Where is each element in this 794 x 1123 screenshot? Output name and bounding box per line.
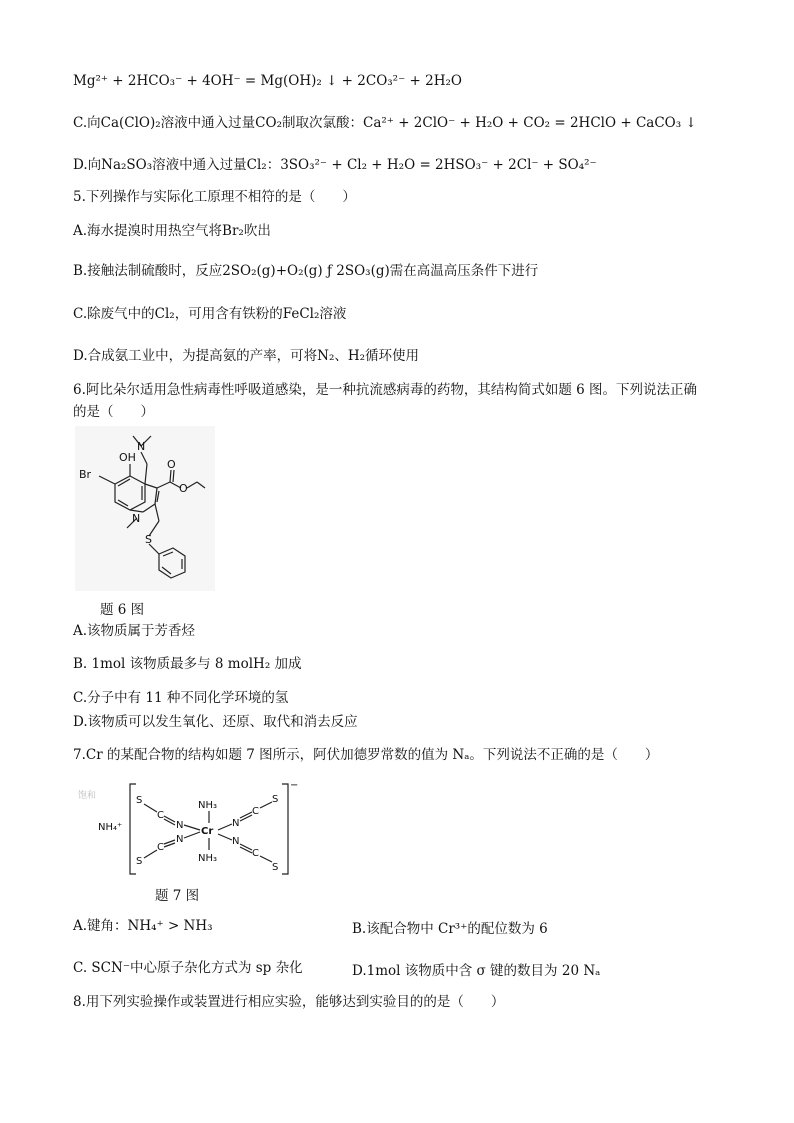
n-atom-label: N	[176, 820, 184, 831]
indole-n-label: N	[132, 512, 141, 525]
br-label: Br	[79, 468, 92, 481]
ammine-bottom-label: NH₃	[198, 853, 218, 864]
sulfur-label: S	[145, 533, 152, 546]
s-atom-label: S	[272, 794, 279, 805]
q7-stem: 7.Cr 的某配合物的结构如题 7 图所示，阿伏加德罗常数的值为 Nₐ。下列说法不正确的是（ ）	[73, 747, 659, 763]
oh-label: OH	[119, 451, 136, 464]
s-atom-label: S	[272, 862, 279, 873]
chromium-label: Cr	[201, 826, 214, 837]
q6-option-c: C.分子中有 11 种不同化学环境的氢	[73, 690, 289, 706]
q4-option-d: D.向Na₂SO₃溶液中通入过量Cl₂：3SO₃²⁻ + Cl₂ + H₂O = 2HSO₃⁻ + 2Cl⁻ + SO₄²⁻	[73, 157, 597, 173]
q7-option-c: C. SCN⁻中心原子杂化方式为 sp 杂化	[73, 960, 303, 976]
c-atom-label: C	[157, 810, 164, 821]
s-atom-label: S	[136, 795, 143, 806]
n-atom-label: N	[232, 836, 240, 847]
amine-n-label: N	[137, 440, 146, 453]
c-atom-label: C	[252, 806, 259, 817]
q6-option-a: A.该物质属于芳香烃	[73, 623, 196, 639]
q4-option-b-equation: Mg²⁺ + 2HCO₃⁻ + 4OH⁻ = Mg(OH)₂ ↓ + 2CO₃²⁻ + 2H₂O	[73, 73, 462, 89]
n-atom-label: N	[176, 834, 184, 845]
q5-stem: 5.下列操作与实际化工原理不相符的是（ ）	[73, 189, 356, 205]
q6-stem-line1: 6.阿比朵尔适用急性病毒性呼吸道感染，是一种抗流感病毒的药物，其结构简式如题 6 图。下列说法正确	[73, 382, 698, 398]
q6-option-b: B. 1mol 该物质最多与 8 molH₂ 加成	[73, 656, 302, 672]
q6-option-d: D.该物质可以发生氧化、还原、取代和消去反应	[73, 714, 358, 730]
q5-option-b: B.接触法制硫酸时，反应2SO₂(g)+O₂(g) ƒ 2SO₃(g)需在高温高压条件下进行	[73, 263, 539, 279]
fig7-caption: 题 7 图	[155, 888, 200, 904]
carbonyl-o-label: O	[167, 458, 176, 471]
ammine-top-label: NH₃	[198, 800, 218, 811]
q6-stem-line2: 的是（ ）	[73, 404, 154, 420]
cr-complex-figure	[72, 778, 307, 880]
q5-option-d: D.合成氨工业中，为提高氨的产率，可将N₂、H₂循环使用	[73, 348, 420, 364]
arbidol-structure-figure	[75, 426, 215, 591]
q4-option-c: C.向Ca(ClO)₂溶液中通入过量CO₂制取次氯酸：Ca²⁺ + 2ClO⁻ + H₂O + CO₂ = 2HClO + CaCO₃ ↓	[73, 115, 697, 131]
c-atom-label: C	[157, 842, 164, 853]
q5-option-c: C.除废气中的Cl₂，可用含有铁粉的FeCl₂溶液	[73, 306, 347, 322]
q5-option-a: A.海水提溴时用热空气将Br₂吹出	[73, 223, 271, 239]
ester-o-label: O	[179, 482, 188, 495]
scan-noise: 饱和	[78, 791, 97, 801]
s-atom-label: S	[136, 856, 143, 867]
q7-option-a: A.键角：NH₄⁺ > NH₃	[73, 918, 213, 934]
c-atom-label: C	[252, 848, 259, 859]
charge-minus: −	[290, 780, 299, 791]
fig6-caption: 题 6 图	[100, 602, 145, 618]
q7-option-d: D.1mol 该物质中含 σ 键的数目为 20 Nₐ	[352, 963, 601, 979]
ammonium-label: NH₄⁺	[98, 822, 123, 833]
q8-stem: 8.用下列实验操作或装置进行相应实验，能够达到实验目的的是（ ）	[73, 994, 505, 1010]
n-atom-label: N	[232, 818, 240, 829]
q7-option-b: B.该配合物中 Cr³⁺的配位数为 6	[352, 921, 548, 937]
